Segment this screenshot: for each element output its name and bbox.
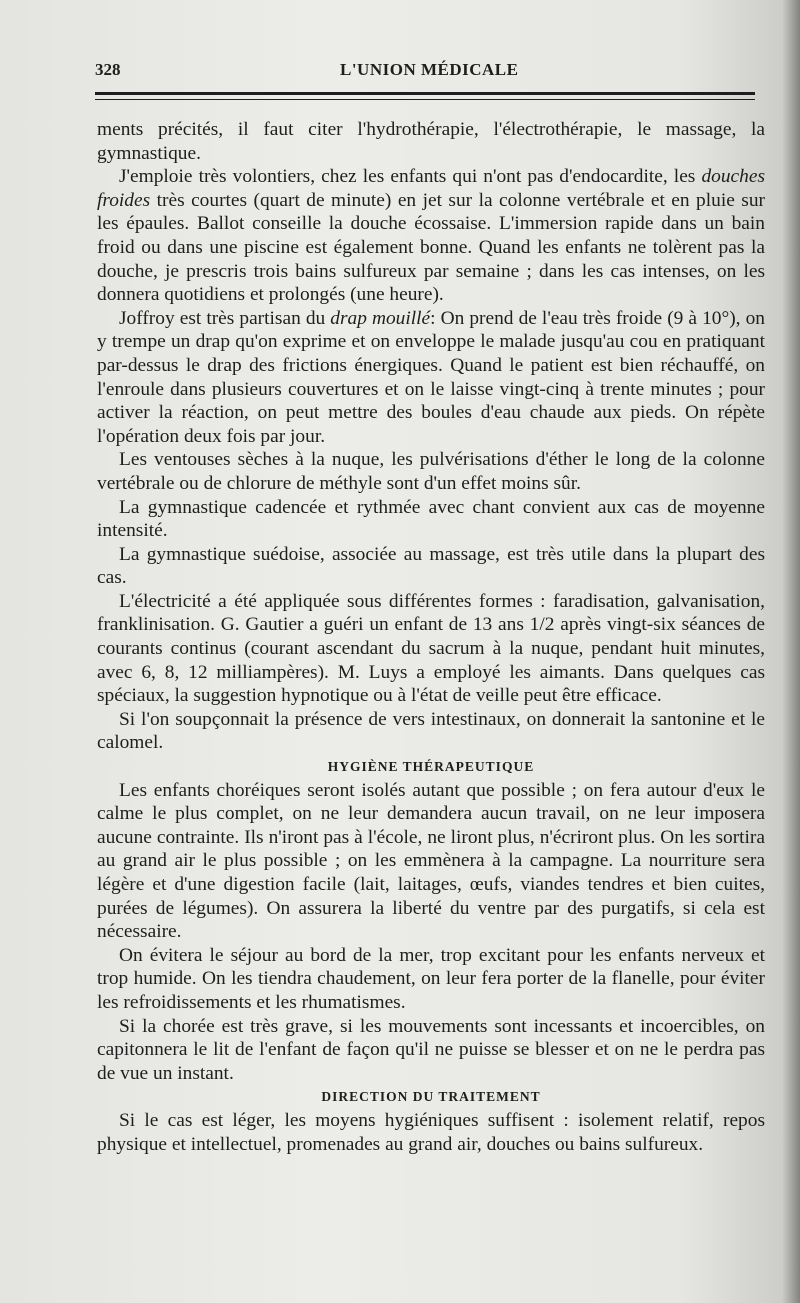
italic-term: douches froides [97,166,765,211]
text-run: : On prend de l'eau très froide (9 à 10°), on y trempe un drap qu'on exprime et on enveloppe le malade jusqu'au cou en pratiquant par-dessus le drap des frictions énergiques. Quand le patient est bien réchauffé, on l'enroule dans plusieurs couvertures et on le laisse vingt-cinq à trente minutes ; pour activer la réaction, on peut mettre des boules d'eau chaude aux pieds. On répète l'opération deux fois par jour. [97,307,765,447]
section-heading: HYGIÈNE THÉRAPEUTIQUE [327,759,535,775]
paragraph: Si la chorée est très grave, si les mouvements sont incessants et incoercibles, on capitonnera le lit de l'enfant de façon qu'il ne puisse se blesser et on ne le perdra pas de vue un instant. [97,1015,765,1084]
text-run: J'emploie très volontiers, chez les enfants qui n'ont pas d'endocardite, les [119,166,696,188]
header-rule-thin [95,99,755,100]
section-heading: DIRECTION DU TRAITEMENT [321,1089,541,1105]
paragraph: L'électricité a été appliquée sous différentes formes : faradisation, galvanisation, franklinisation. G. Gautier a guéri un enfant de 13 ans 1/2 après vingt-six séances de courants continus (courant ascendant du sacrum à la nuque, pendant huit minutes, avec 6, 8, 12 milliampères). M. Luys a employé les aimants. Dans quelques cas spéciaux, la suggestion hypnotique ou à l'état de veille peut être efficace. [97,590,765,707]
paragraph: La gymnastique suédoise, associée au massage, est très utile dans la plupart des cas. [97,543,765,589]
paragraph: La gymnastique cadencée et rythmée avec chant convient aux cas de moyenne intensité. [97,496,765,542]
paragraph [97,307,765,449]
body-text [97,118,765,1156]
header-rule-thick [95,92,755,95]
text-run: très courtes (quart de minute) en jet sur la colonne vertébrale et en pluie sur les épaules. Ballot conseille la douche écossaise. L'immersion rapide dans un bain froid ou dans une piscine est également bonne. Quand les enfants ne tolèrent pas la douche, je prescris trois bains sulfureux par semaine ; dans les cas intenses, on les donnera quotidiens et prolongés (une heure). [97,189,765,306]
page-header [95,60,755,90]
paragraph: Les ventouses sèches à la nuque, les pulvérisations d'éther le long de la colonne vertébrale ou de chlorure de méthyle sont d'un effet moins sûr. [97,449,765,494]
italic-term: drap mouillé [330,307,431,329]
paragraph [97,165,765,307]
paragraph: On évitera le séjour au bord de la mer, trop excitant pour les enfants nerveux et trop humide. On les tiendra chaudement, on leur fera porter de la flanelle, pour éviter les refroidissements et les rhumatismes. [97,944,765,1013]
paragraph: Si le cas est léger, les moyens hygiéniques suffisent : isolement relatif, repos physique et intellectuel, promenades au grand air, douches ou bains sulfureux. [97,1109,765,1155]
text-run: Joffroy est très partisan du [119,307,331,329]
paragraph: Si l'on soupçonnait la présence de vers intestinaux, on donnerait la santonine et le calomel. [97,708,765,754]
running-title: L'UNION MÉDICALE [340,60,519,79]
page-number: 328 [95,60,121,79]
paragraph: ments précités, il faut citer l'hydrothérapie, l'électrothérapie, le massage, la gymnastique. [97,119,765,164]
book-spine-shadow [782,0,800,1303]
paragraph: Les enfants choréiques seront isolés autant que possible ; on fera autour d'eux le calme le plus complet, on ne leur demandera aucun travail, on ne leur imposera aucune contrainte. Ils n'iront pas à l'école, ne liront plus, n'écriront plus. On les sortira au grand air le plus possible ; on les emmènera à la campagne. La nourriture sera légère et d'une digestion facile (lait, laitages, œufs, viandes tendres et bien cuites, purées de légumes). On assurera la liberté du ventre par des purgatifs, si cela est nécessaire. [97,779,765,943]
